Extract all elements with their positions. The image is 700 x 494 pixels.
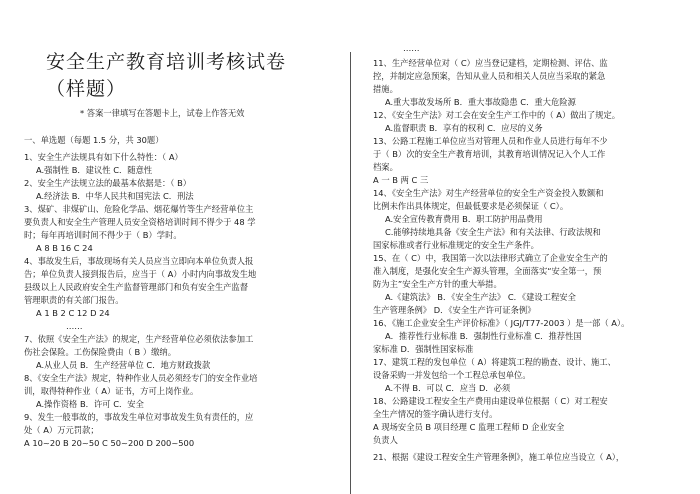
text-line: 国家标准或者行业标准规定的安全生产条件。	[373, 240, 539, 250]
text-line: A．推荐性行业标准 B．强制性行业标准 C．推荐性国	[385, 331, 582, 341]
text-line: 于（ B）次的安全生产教育培训，其教育培训情况记入个人工作	[373, 149, 606, 159]
page-title: 安全生产教育培训考核试卷（样题）	[46, 51, 287, 100]
text-line: 21、根据《建设工程安全生产管理条例》，施工单位应当设立（ A），	[373, 452, 625, 462]
text-line: 17、建筑工程的发包单位（ A）将建筑工程的勘查、设计、施工、	[373, 357, 616, 367]
text-line: 一、单选题（每题 1.5 分，共 30题）	[24, 135, 164, 145]
text-line: 18、公路建设工程安全生产费用由建设单位根据（ C）对工程安	[373, 396, 608, 406]
text-line: A.《建筑法》 B．《安全生产法》 C．《建设工程安全	[385, 292, 576, 302]
text-line: 管理职责的有关部门报告。	[24, 295, 124, 305]
text-line: 处（ A）万元罚款；	[24, 425, 99, 435]
text-line: A.不得 B．可以 C．应当 D．必须	[385, 383, 511, 393]
text-line: A.从业人员 B．生产经营单位 C．地方财政拨款	[36, 360, 211, 370]
text-line: C.能够持续地具备《安全生产法》和有关法律、行政法规和	[385, 227, 601, 237]
text-line: 14、《安全生产法》对生产经营单位的安全生产资金投入数额和	[373, 188, 604, 198]
text-line: 2、安全生产法规立法的最基本依据是：（ B）	[24, 178, 192, 188]
text-line: A 8 B 16 C 24	[36, 243, 93, 253]
text-line: 全生产情况的签字确认进行支付。	[373, 409, 498, 419]
column-divider	[350, 52, 351, 494]
text-line: A.操作资格 B．许可 C．安全	[36, 399, 144, 409]
text-line: 3、煤矿、非煤矿山、危险化学品、烟花爆竹等生产经营单位主	[24, 204, 254, 214]
text-line: 4、事故发生后，事故现场有关人员应当立即向本单位负责人报	[24, 256, 254, 266]
text-line: 16、《施工企业安全生产评价标准》（ JGJ/T77-2003 ）是一部（ A）。	[373, 318, 630, 328]
instruction-note: * 答案一律填写在答题卡上，试卷上作答无效	[80, 108, 245, 118]
text-line: A.经济法 B．中华人民共和国宪法 C．刑法	[36, 191, 194, 201]
text-line: 设备采购一并发包给一个工程总承包单位。	[373, 370, 531, 380]
text-line: 档案。	[373, 162, 398, 172]
text-line: 生产管理条例》 D．《安全生产许可证条例》	[373, 305, 536, 315]
text-line: 要负责人和安全生产管理人员安全资格培训时间不得少于 48 学	[24, 217, 256, 227]
text-line: 9、发生一般事故的，事故发生单位对事故发生负有责任的，应	[24, 412, 254, 422]
text-line: A.重大事故发场所 B．重大事故隐患 C．重大危险源	[385, 97, 576, 107]
text-line: 家标准 D．强制性国家标准	[373, 344, 474, 354]
text-line: A 1 B 2 C 12 D 24	[36, 308, 110, 318]
text-line: 县级以上人民政府安全生产监督管理部门和负有安全生产监督	[24, 282, 249, 292]
text-line: 7、依照《安全生产法》的规定，生产经营单位必须依法参加工	[24, 334, 254, 344]
text-line: A.监督职责 B．享有的权利 C．应尽的义务	[385, 123, 543, 133]
text-line: 1、安全生产法规具有如下什么特性：（ A）	[24, 152, 183, 162]
text-line: 训，取得特种作业（ A）证书，方可上岗作业。	[24, 386, 199, 396]
text-line: 控，并制定应急预案，告知从业人员和相关人员应当采取的紧急	[373, 71, 606, 81]
text-line: 伤社会保险。工伤保险费由（ B ）缴纳。	[24, 347, 177, 357]
text-line: A 一 B 两 C 三	[373, 175, 429, 185]
text-line: 12、《安全生产法》对工会在安全生产工作中的（ A）做出了规定。	[373, 110, 621, 120]
text-line: 13、公路工程施工单位应当对管理人员和作业人员进行每年不少	[373, 136, 608, 146]
text-line: ……	[403, 43, 420, 53]
text-line: 8、《安全生产法》规定，特种作业人员必须经专门的安全作业培	[24, 373, 258, 383]
text-line: 准入制度，是强化安全生产源头管理，全面落实“安全第一，预	[373, 266, 602, 276]
text-line: A 现场安全员 B 项目经理 C 监理工程师 D 企业安全	[373, 422, 565, 432]
text-line: A.强制性 B．建议性 C．随意性	[36, 165, 153, 175]
text-line: 告；单位负责人接到报告后，应当于（ A）小时内向事故发生地	[24, 269, 257, 279]
text-line: ……	[66, 321, 83, 331]
text-line: 负责人	[373, 435, 398, 445]
text-line: 11、生产经营单位对（ C）应当登记建档，定期检测、评估、监	[373, 58, 608, 68]
text-line: A 10~20 B 20~50 C 50~200 D 200~500	[24, 438, 195, 448]
text-line: A.安全宣传教育费用 B．职工防护用品费用	[385, 214, 543, 224]
text-line: 时；每年再培训时间不得少于（ B）学时。	[24, 230, 182, 240]
text-line: 防为主”安全生产方针的重大举措。	[373, 279, 502, 289]
text-line: 比例未作出具体规定，但最低要求是必须保证（ C）。	[373, 201, 569, 211]
text-line: 措施。	[373, 84, 398, 94]
text-line: 15、在（ C）中，我国第一次以法律形式确立了企业安全生产的	[373, 253, 608, 263]
